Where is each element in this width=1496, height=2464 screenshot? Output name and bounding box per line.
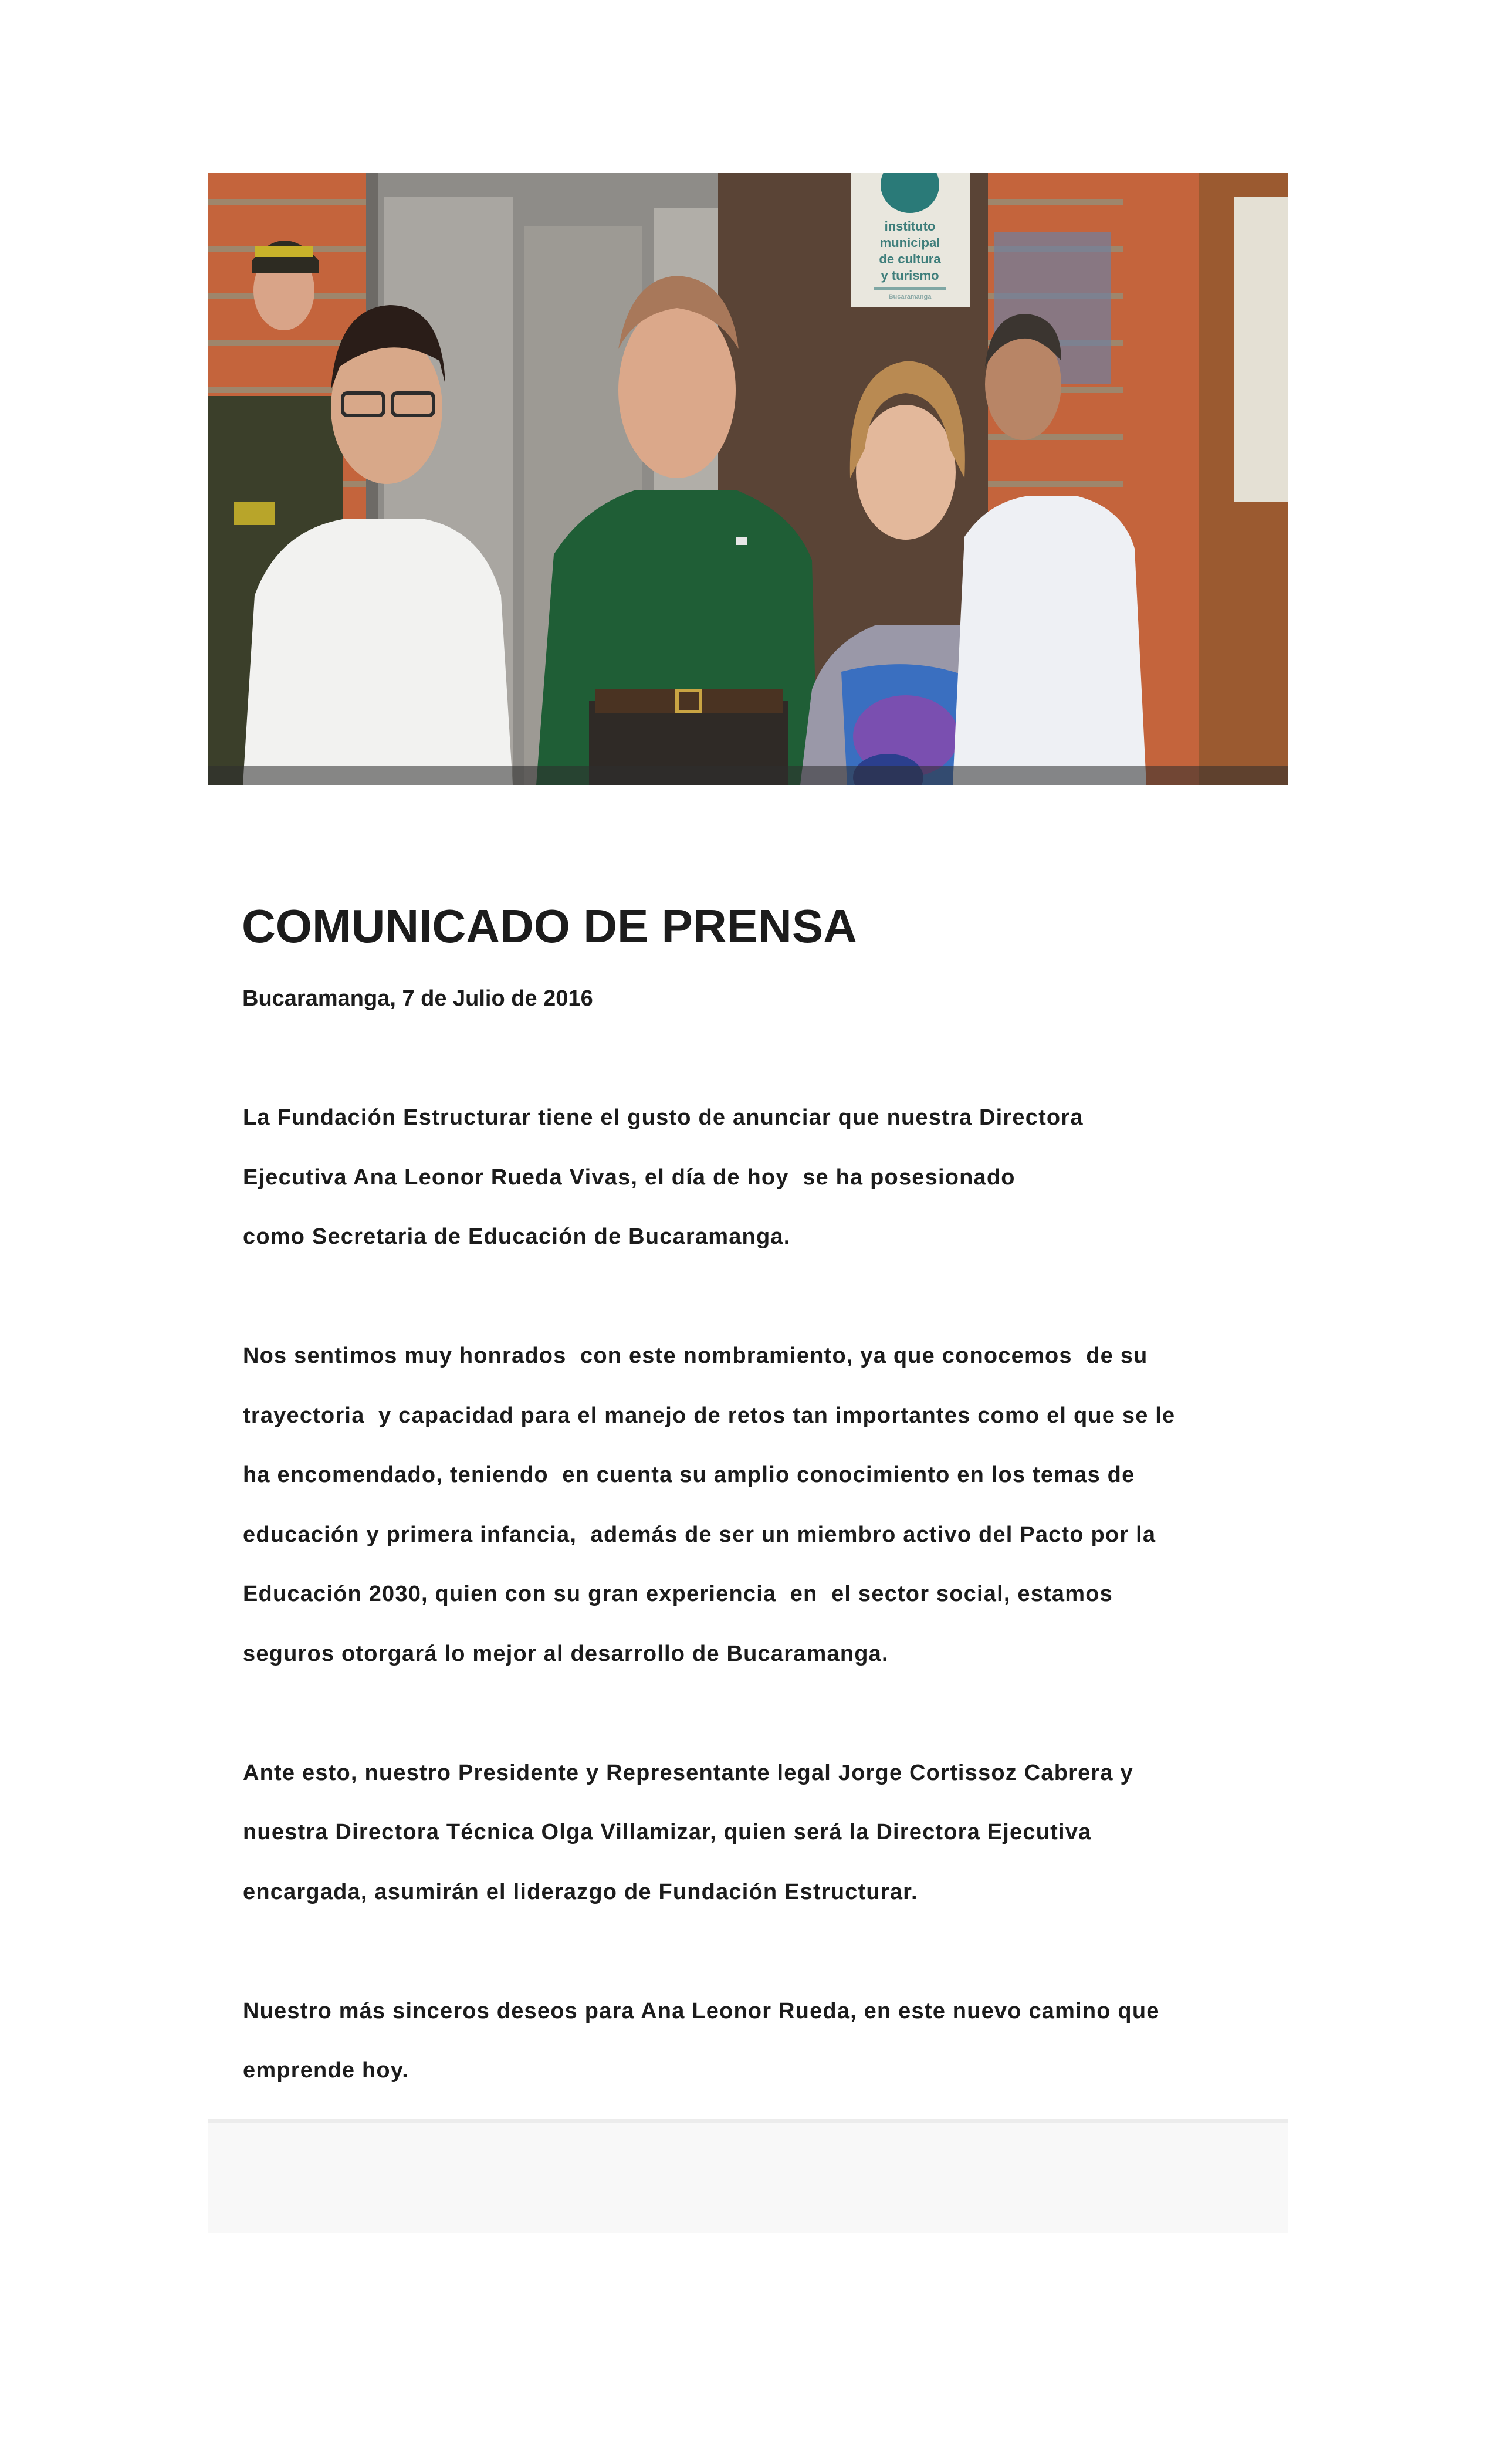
article-date: Bucaramanga, 7 de Julio de 2016 (242, 986, 593, 1011)
svg-text:municipal: municipal (879, 235, 940, 250)
paragraph-line: Nuestro más sinceros deseos para Ana Leonor Rueda, en este nuevo camino que (243, 1998, 1160, 2023)
paragraph-line: Ejecutiva Ana Leonor Rueda Vivas, el día de hoy se ha posesionado (243, 1165, 1016, 1190)
paragraph-leadership (243, 1744, 1287, 1923)
paragraph-line: como Secretaria de Educación de Bucaramanga. (243, 1224, 791, 1249)
paragraph-wishes (243, 1982, 1287, 2101)
paragraph-line: emprende hoy. (243, 2058, 409, 2083)
paragraph-line: trayectoria y capacidad para el manejo de retos tan importantes como el que se le (243, 1403, 1176, 1428)
paragraph-line: La Fundación Estructurar tiene el gusto de anunciar que nuestra Directora (243, 1105, 1084, 1130)
article-body (243, 1088, 1287, 2160)
paragraph-line: nuestra Directora Técnica Olga Villamizar, quien será la Directora Ejecutiva (243, 1820, 1092, 1844)
page-title: COMUNICADO DE PRENSA (242, 900, 857, 952)
svg-text:Bucaramanga: Bucaramanga (888, 293, 932, 300)
paragraph-honored (243, 1326, 1287, 1684)
paragraph-line: Educación 2030, quien con su gran experiencia en el sector social, estamos (243, 1582, 1113, 1606)
svg-text:de cultura: de cultura (879, 252, 941, 266)
paragraph-announcement (243, 1088, 1287, 1267)
svg-text:y turismo: y turismo (881, 268, 939, 283)
paragraph-line: seguros otorgará lo mejor al desarrollo de Bucaramanga. (243, 1641, 889, 1666)
institute-sign (851, 173, 970, 307)
header-photo (208, 173, 1288, 785)
footer-panel (208, 2119, 1288, 2233)
paragraph-line: educación y primera infancia, además de ser un miembro activo del Pacto por la (243, 1522, 1156, 1547)
svg-text:instituto: instituto (884, 219, 936, 233)
photo-illustration (208, 173, 1288, 785)
paragraph-line: Nos sentimos muy honrados con este nombramiento, ya que conocemos de su (243, 1343, 1148, 1368)
paragraph-line: ha encomendado, teniendo en cuenta su amplio conocimiento en los temas de (243, 1463, 1135, 1487)
paragraph-line: encargada, asumirán el liderazgo de Fundación Estructurar. (243, 1879, 918, 1904)
paragraph-line: Ante esto, nuestro Presidente y Representante legal Jorge Cortissoz Cabrera y (243, 1760, 1133, 1785)
